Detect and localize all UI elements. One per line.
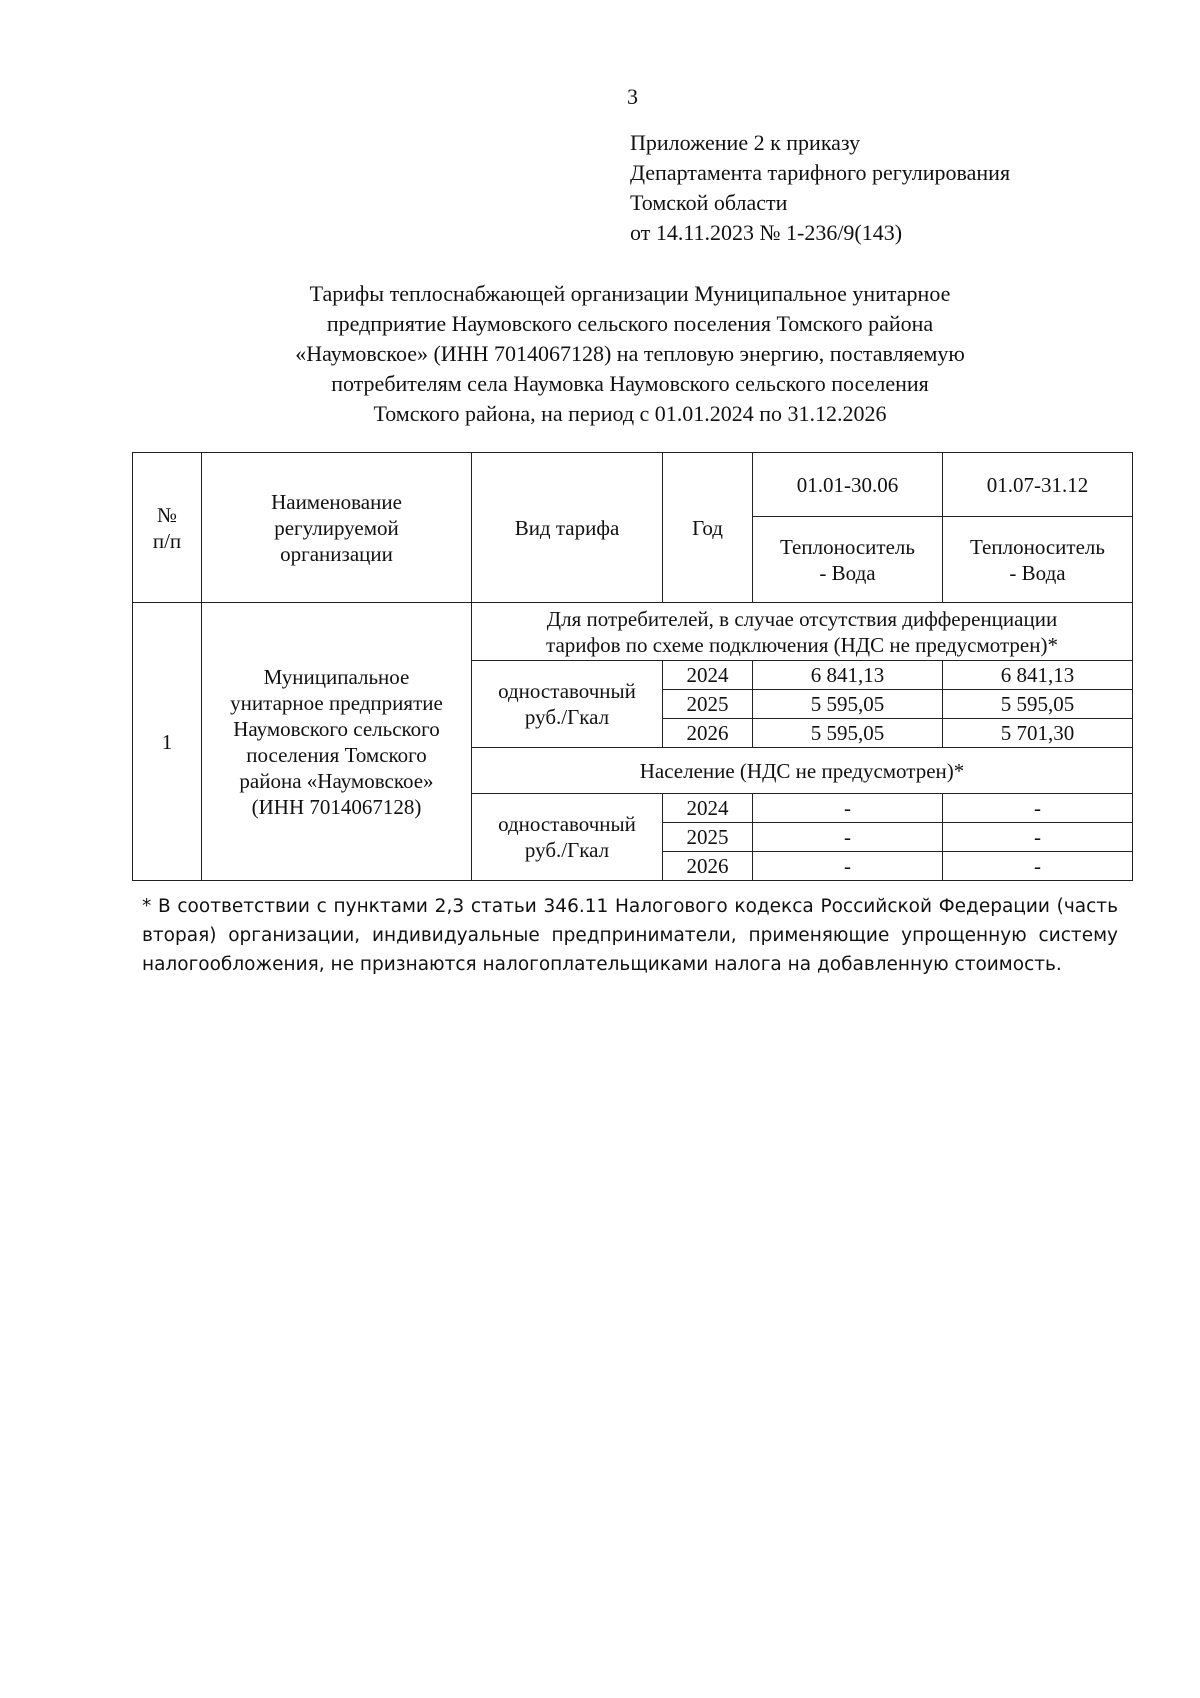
section-row — [133, 603, 1133, 661]
year-cell: 2026 — [663, 719, 753, 748]
appendix-line: от 14.11.2023 № 1-236/9(143) — [630, 220, 903, 245]
header-number: № п/п — [133, 453, 202, 603]
header-organization: Наименование регулируемой организации — [202, 453, 472, 603]
title-line: Тарифы теплоснабжающей организации Муниципальное унитарное — [309, 281, 951, 306]
year-cell: 2024 — [663, 794, 753, 823]
header-row — [133, 453, 1133, 517]
title-line: Томского района, на период с 01.01.2024 по 31.12.2026 — [373, 401, 887, 426]
year-cell: 2025 — [663, 690, 753, 719]
document-title — [180, 279, 1080, 429]
title-line: предприятие Наумовского сельского поселения Томского района — [326, 311, 934, 336]
section-title-population: Население (НДС не предусмотрен)* — [472, 748, 1133, 794]
header-period-1: 01.01-30.06 — [753, 453, 943, 517]
footnote: * В соответствии с пунктами 2,3 статьи 346.11 Налогового кодекса Российской Федерации (часть вторая) организации, индивидуальные предприниматели, применяющие упрощенную систему налогообложения, не признаются налогоплательщиками налога на добавленную стоимость. — [142, 896, 1118, 975]
value-cell: - — [753, 794, 943, 823]
year-cell: 2024 — [663, 661, 753, 690]
header-year: Год — [663, 453, 753, 603]
year-cell: 2026 — [663, 852, 753, 881]
tariff-table — [132, 452, 1133, 881]
value-cell: 5 595,05 — [753, 719, 943, 748]
value-cell: - — [753, 823, 943, 852]
header-carrier-2: Теплоноситель - Вода — [943, 517, 1133, 603]
row-number: 1 — [133, 603, 202, 881]
value-cell: - — [753, 852, 943, 881]
tariff-type-cell: одноставочный руб./Гкал — [472, 794, 663, 881]
header-carrier-1: Теплоноситель - Вода — [753, 517, 943, 603]
appendix-line: Департамента тарифного регулирования — [630, 160, 1011, 185]
value-cell: 5 595,05 — [943, 690, 1133, 719]
organization-name: Муниципальное унитарное предприятие Наумовского сельского поселения Томского района «Наумовское» (ИНН 7014067128) — [202, 603, 472, 881]
appendix-header — [630, 128, 1010, 248]
value-cell: 6 841,13 — [753, 661, 943, 690]
title-line: «Наумовское» (ИНН 7014067128) на тепловую энергию, поставляемую — [295, 341, 965, 366]
value-cell: - — [943, 852, 1133, 881]
appendix-line: Приложение 2 к приказу — [630, 130, 861, 155]
page-number: 3 — [627, 84, 638, 109]
header-period-2: 01.07-31.12 — [943, 453, 1133, 517]
title-line: потребителям села Наумовка Наумовского сельского поселения — [331, 371, 929, 396]
section-title-consumers: Для потребителей, в случае отсутствия дифференциации тарифов по схеме подключения (НДС не предусмотрен)* — [472, 603, 1133, 661]
value-cell: - — [943, 794, 1133, 823]
year-cell: 2025 — [663, 823, 753, 852]
tariff-type-cell: одноставочный руб./Гкал — [472, 661, 663, 748]
value-cell: 5 595,05 — [753, 690, 943, 719]
appendix-line: Томской области — [630, 190, 788, 215]
header-tariff-type: Вид тарифа — [472, 453, 663, 603]
value-cell: 6 841,13 — [943, 661, 1133, 690]
value-cell: 5 701,30 — [943, 719, 1133, 748]
value-cell: - — [943, 823, 1133, 852]
